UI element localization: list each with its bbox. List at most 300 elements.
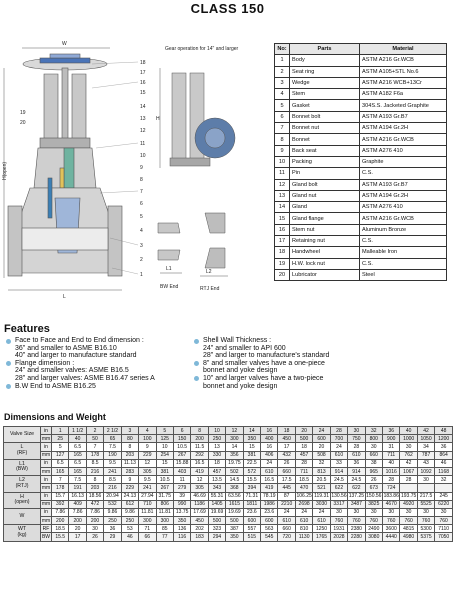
svg-text:8: 8 — [140, 177, 143, 183]
part-number: 17 — [275, 236, 290, 247]
value-mm: 610 — [348, 451, 365, 459]
feature-item: Flange dimension : — [6, 360, 196, 368]
part-material: ASTM A216 Gr.WCB — [360, 213, 447, 224]
value-in: 30 — [365, 443, 382, 451]
size-mm: 400 — [261, 435, 278, 443]
value-in: 4815 — [400, 525, 417, 533]
size-in: 1 1/2 — [69, 427, 86, 435]
value-in: 14.5 — [226, 476, 243, 484]
value-in: 18.5 — [52, 525, 69, 533]
value-in: 14 — [226, 443, 243, 451]
feature-item: Face to Face and End to End dimension : — [6, 337, 196, 345]
value-mm: 77 — [156, 533, 173, 541]
value-in: 6.5 — [52, 459, 69, 467]
value-mm: 610 — [330, 451, 347, 459]
dimension-row-in — [4, 508, 453, 516]
dimension-label: L2 (RTJ) — [4, 476, 41, 492]
feature-detail: 40" and larger to manufacture standard — [15, 352, 137, 360]
value-in: 20 — [313, 443, 330, 451]
part-material: ASTM A194 Gr.2H — [360, 123, 447, 134]
value-in: 563 — [261, 525, 278, 533]
unit-mm: BW — [41, 534, 51, 541]
value-in: 36 — [348, 459, 365, 467]
value-mm: 4440 — [383, 533, 400, 541]
size-mm: 100 — [139, 435, 156, 443]
value-mm: 254 — [156, 451, 173, 459]
parts-row — [275, 77, 447, 88]
parts-material-table — [274, 43, 447, 281]
value-in: 106.25 — [296, 493, 312, 500]
value-in: 660 — [278, 525, 295, 533]
value-mm: 200 — [52, 517, 69, 525]
value-in: 24 — [278, 508, 295, 516]
unit-mm: mm — [41, 452, 51, 459]
value-in: 18 — [208, 459, 225, 467]
value-mm: 622 — [330, 484, 347, 492]
value-mm: 502 — [226, 467, 243, 475]
value-mm: 165 — [69, 467, 86, 475]
value-in: 53 — [121, 525, 138, 533]
size-in: 28 — [330, 427, 347, 435]
value-mm: 500 — [226, 517, 243, 525]
part-number: 3 — [275, 77, 290, 88]
value-mm: 612 — [121, 500, 138, 508]
size-mm: 65 — [104, 435, 121, 443]
value-in: 6.5 — [69, 459, 86, 467]
dimension-row-mm — [4, 533, 453, 541]
value-mm: 720 — [278, 533, 295, 541]
value-in: 9.5 — [104, 459, 121, 467]
svg-text:10: 10 — [140, 153, 146, 159]
features-heading: Features — [4, 323, 50, 335]
value-mm: 394 — [243, 484, 260, 492]
value-in: 38 — [365, 459, 382, 467]
value-in: 11.81 — [156, 508, 173, 516]
part-name: Bonnet — [290, 134, 360, 145]
value-in: 7.86 — [52, 508, 69, 516]
value-mm: 470 — [295, 484, 312, 492]
dim-w-label: W — [62, 41, 67, 47]
value-mm: 600 — [261, 517, 278, 525]
value-mm: 2280 — [348, 533, 365, 541]
value-in: 2490 — [365, 525, 382, 533]
size-mm: 1200 — [435, 435, 453, 443]
unit-mm: mm — [41, 435, 51, 442]
value-in: 387 — [226, 525, 243, 533]
value-mm: 4920 — [400, 500, 417, 508]
parts-row — [275, 100, 447, 111]
value-in: 36 — [435, 443, 453, 451]
value-mm — [400, 484, 417, 492]
value-mm: 3030 — [313, 500, 330, 508]
value-in: 2380 — [348, 525, 365, 533]
part-number: 15 — [275, 213, 290, 224]
value-in: 30 — [365, 508, 382, 516]
value-mm: 600 — [243, 517, 260, 525]
value-mm: 760 — [417, 517, 434, 525]
part-name: Bonnet bolt — [290, 111, 360, 122]
size-mm: 500 — [295, 435, 312, 443]
value-mm: 472 — [86, 500, 103, 508]
part-number: 10 — [275, 156, 290, 167]
svg-text:19: 19 — [20, 110, 26, 116]
value-in: 46.69 — [191, 492, 208, 500]
value-mm: 760 — [383, 517, 400, 525]
value-mm: 419 — [261, 484, 278, 492]
value-in: 32 — [435, 476, 453, 484]
gear-operator-view — [170, 73, 235, 166]
size-in: 20 — [295, 427, 312, 435]
size-in: 42 — [417, 427, 434, 435]
unit-in: in — [41, 508, 52, 516]
value-in: 36 — [104, 525, 121, 533]
value-mm: 216 — [86, 467, 103, 475]
size-in: 8 — [191, 427, 208, 435]
value-mm: 445 — [278, 484, 295, 492]
part-material: ASTM A276 410 — [360, 145, 447, 156]
feature-detail: 24" and smaller valves: ASME B16.5 — [15, 367, 129, 375]
value-in: 557 — [243, 525, 260, 533]
value-in: 202 — [191, 525, 208, 533]
part-material: 304S.S. Jacketed Graphite — [360, 100, 447, 111]
value-mm: 1016 — [383, 467, 400, 475]
size-mm: 200 — [191, 435, 208, 443]
svg-text:9: 9 — [140, 165, 143, 171]
value-mm: 760 — [348, 517, 365, 525]
size-mm: 40 — [69, 435, 86, 443]
page-title: CLASS 150 — [190, 1, 265, 16]
value-mm: 1092 — [417, 467, 434, 475]
svg-text:11: 11 — [140, 141, 146, 147]
part-material: ASTM A216 WCB+13Cr — [360, 77, 447, 88]
bw-end-view — [158, 223, 180, 260]
parts-row — [275, 55, 447, 66]
parts-row — [275, 213, 447, 224]
value-mm: 350 — [173, 517, 190, 525]
value-mm: 267 — [156, 484, 173, 492]
unit-in: in — [41, 427, 52, 435]
part-number: 7 — [275, 123, 290, 134]
part-name: Seat ring — [290, 66, 360, 77]
svg-text:13: 13 — [140, 116, 146, 122]
value-in: 7.86 — [69, 508, 86, 516]
parts-row — [275, 66, 447, 77]
parts-row — [275, 269, 447, 280]
part-material: ASTM A276 410 — [360, 202, 447, 213]
size-in: 6 — [173, 427, 190, 435]
part-name: Gland nut — [290, 190, 360, 201]
value-in: 15 — [156, 459, 173, 467]
value-mm: 508 — [313, 451, 330, 459]
value-mm: 711 — [383, 451, 400, 459]
value-in: 20.94 — [104, 492, 121, 500]
value-in: 22.5 — [243, 459, 260, 467]
value-mm: 17 — [69, 533, 86, 541]
size-mm: 50 — [86, 435, 103, 443]
value-mm: 610 — [313, 517, 330, 525]
svg-text:6: 6 — [140, 201, 143, 207]
value-mm: 1986 — [261, 500, 278, 508]
dimension-label: WT (kg) — [4, 525, 41, 541]
part-name: Handwheel — [290, 247, 360, 258]
size-mm: 80 — [121, 435, 138, 443]
value-mm: 330 — [208, 451, 225, 459]
value-in: 10.5 — [173, 443, 190, 451]
parts-row — [275, 134, 447, 145]
size-mm: 1000 — [400, 435, 417, 443]
value-in: 19.69 — [226, 508, 243, 516]
value-in: 119.31 — [314, 493, 329, 500]
value-in: 15 — [243, 443, 260, 451]
svg-text:2: 2 — [140, 257, 143, 263]
part-number: 14 — [275, 202, 290, 213]
features-list-left — [6, 337, 196, 390]
value-mm: 368 — [226, 484, 243, 492]
svg-text:7: 7 — [140, 189, 143, 195]
value-in: 30 — [400, 508, 417, 516]
value-mm: 216 — [104, 484, 121, 492]
rtj-end-view — [205, 213, 225, 268]
part-number: 20 — [275, 269, 290, 280]
value-mm: 532 — [104, 500, 121, 508]
value-mm: 2028 — [330, 533, 347, 541]
value-mm: 1186 — [191, 500, 208, 508]
unit-mm: mm — [41, 501, 51, 508]
value-mm: 300 — [139, 517, 156, 525]
value-mm: 711 — [295, 467, 312, 475]
value-mm: 183 — [191, 533, 208, 541]
value-mm: 432 — [278, 451, 295, 459]
unit-mm: mm — [41, 484, 51, 491]
dimension-row-mm — [4, 500, 453, 508]
value-in: 9.86 — [121, 508, 138, 516]
size-mm: 1050 — [417, 435, 434, 443]
size-in: 5 — [156, 427, 173, 435]
value-in: 15.7 — [52, 492, 69, 500]
gear-operation-note: Gear operation for 14" and larger — [165, 46, 239, 52]
svg-text:20: 20 — [20, 120, 26, 126]
value-mm: 724 — [383, 484, 400, 492]
value-in: 17.69 — [191, 508, 208, 516]
value-mm: 3317 — [330, 500, 347, 508]
value-mm: 673 — [365, 484, 382, 492]
value-in: 26 — [278, 459, 295, 467]
value-in: 24.13 — [121, 492, 138, 500]
value-in: 8 — [121, 443, 138, 451]
value-mm: 3080 — [365, 533, 382, 541]
value-mm: 813 — [313, 467, 330, 475]
value-mm: 356 — [226, 451, 243, 459]
value-in: 32 — [313, 459, 330, 467]
part-name: Gland — [290, 202, 360, 213]
value-in: 26 — [365, 476, 382, 484]
feature-item: Shell Wall Thickness : — [194, 337, 444, 345]
value-mm: 1765 — [313, 533, 330, 541]
value-in: 28 — [348, 443, 365, 451]
value-mm: 294 — [208, 533, 225, 541]
size-in: 2 1/2 — [104, 427, 121, 435]
part-material: ASTM A182 F6a — [360, 89, 447, 100]
value-mm: 305 — [139, 467, 156, 475]
value-mm: 191 — [69, 484, 86, 492]
value-mm: 965 — [365, 467, 382, 475]
svg-text:4: 4 — [140, 228, 143, 234]
value-in: 24.5 — [330, 476, 347, 484]
bw-end-label: BW End — [160, 284, 179, 290]
size-mm: 750 — [348, 435, 365, 443]
value-mm: 165 — [69, 451, 86, 459]
value-in: 15.5 — [243, 476, 260, 484]
svg-text:12: 12 — [140, 128, 146, 134]
feature-detail: bonnet and yoke design — [203, 382, 278, 390]
value-mm: 7050 — [435, 533, 453, 541]
part-name: Stem — [290, 89, 360, 100]
value-mm: 116 — [173, 533, 190, 541]
value-in: 30 — [383, 508, 400, 516]
value-mm: 5525 — [417, 500, 434, 508]
size-in: 3 — [121, 427, 138, 435]
unit-in: in — [41, 492, 52, 500]
feature-detail: 24" and smaller to API 600 — [203, 344, 286, 352]
value-mm: 3487 — [348, 500, 365, 508]
value-in: 33 — [330, 459, 347, 467]
value-in: 323 — [208, 525, 225, 533]
features-list-right — [194, 337, 444, 390]
value-in: 183.86 — [383, 493, 399, 500]
svg-text:17: 17 — [140, 70, 146, 76]
part-name: Lubricator — [290, 269, 360, 280]
part-material: ASTM A216 Gr.WCB — [360, 134, 447, 145]
dim-h-open-label: H(open) — [2, 161, 8, 180]
part-name: Gland flange — [290, 213, 360, 224]
value-in: 8.5 — [104, 476, 121, 484]
value-mm: 457 — [295, 451, 312, 459]
part-name: Stem nut — [290, 224, 360, 235]
value-in: 137.25 — [348, 493, 365, 500]
value-in: 1931 — [330, 525, 347, 533]
header-material: Material — [360, 44, 447, 55]
value-mm: 300 — [156, 517, 173, 525]
value-in: 16.5 — [261, 476, 278, 484]
part-material: ASTM A193 Gr.B7 — [360, 179, 447, 190]
value-in: 18.5 — [295, 476, 312, 484]
value-mm: 515 — [243, 533, 260, 541]
part-name: Gasket — [290, 100, 360, 111]
value-mm: 350 — [226, 533, 243, 541]
dimension-row-mm — [4, 451, 453, 459]
size-in: 24 — [313, 427, 330, 435]
dimension-row-in — [4, 443, 453, 451]
value-in: 30 — [330, 508, 347, 516]
svg-text:1: 1 — [140, 272, 143, 278]
size-in: 4 — [139, 427, 156, 435]
unit-in: in — [41, 476, 52, 484]
value-in: 28 — [295, 459, 312, 467]
dim-l2-label: L2 — [206, 269, 212, 275]
value-in: 9 — [121, 476, 138, 484]
value-mm: 4980 — [400, 533, 417, 541]
parts-row — [275, 202, 447, 213]
svg-text:14: 14 — [140, 104, 146, 110]
parts-row — [275, 247, 447, 258]
svg-text:16: 16 — [140, 80, 146, 86]
value-in: 27.94 — [139, 492, 156, 500]
size-in: 30 — [348, 427, 365, 435]
size-in: 14 — [243, 427, 260, 435]
value-mm: 241 — [104, 467, 121, 475]
value-mm — [435, 484, 453, 492]
value-in: 9.5 — [139, 476, 156, 484]
value-mm: 203 — [86, 484, 103, 492]
value-in: 11.5 — [191, 443, 208, 451]
value-mm: 806 — [156, 500, 173, 508]
unit-in: in — [41, 443, 52, 451]
size-in: 16 — [261, 427, 278, 435]
value-mm: 279 — [173, 484, 190, 492]
value-mm: 914 — [330, 467, 347, 475]
size-in: 32 — [365, 427, 382, 435]
value-mm: 381 — [243, 451, 260, 459]
part-number: 18 — [275, 247, 290, 258]
value-mm: 250 — [121, 517, 138, 525]
parts-table-header — [275, 44, 447, 55]
value-in: 78.19 — [261, 492, 278, 500]
svg-text:3: 3 — [140, 243, 143, 249]
part-name: Packing — [290, 156, 360, 167]
parts-row — [275, 156, 447, 167]
value-in: 13.75 — [173, 508, 190, 516]
part-number: 13 — [275, 190, 290, 201]
value-mm: 1405 — [208, 500, 225, 508]
value-in: 43 — [417, 459, 434, 467]
value-mm: 229 — [139, 451, 156, 459]
value-in: 30 — [348, 508, 365, 516]
value-in: 24 — [295, 508, 312, 516]
value-mm: 178 — [86, 451, 103, 459]
dimension-label: L (RF) — [4, 443, 41, 459]
size-row-in — [4, 427, 453, 435]
parts-row — [275, 179, 447, 190]
dimension-row-mm — [4, 484, 453, 492]
value-mm: 1067 — [400, 467, 417, 475]
part-name: Bonnet nut — [290, 123, 360, 134]
value-mm: 545 — [261, 533, 278, 541]
dimension-row-in — [4, 459, 453, 467]
size-mm: 125 — [156, 435, 173, 443]
part-number: 2 — [275, 66, 290, 77]
valve-section-view — [8, 54, 122, 276]
parts-row — [275, 224, 447, 235]
value-mm: 610 — [278, 517, 295, 525]
value-mm: 381 — [156, 467, 173, 475]
value-mm: 1615 — [226, 500, 243, 508]
feature-detail: 28" and larger valves: ASME B16.47 series A — [15, 374, 155, 382]
part-material: ASTM A193 Gr.B7 — [360, 111, 447, 122]
value-in: 46 — [435, 459, 453, 467]
value-in: 5 — [52, 443, 69, 451]
value-mm: 229 — [121, 484, 138, 492]
value-in: 17.5 — [278, 476, 295, 484]
svg-text:15: 15 — [140, 90, 146, 96]
size-mm: 150 — [173, 435, 190, 443]
part-name: H.W. lock nut — [290, 258, 360, 269]
value-mm: 241 — [139, 484, 156, 492]
size-mm: 900 — [383, 435, 400, 443]
dimension-row-mm — [4, 517, 453, 525]
value-mm: 127 — [52, 451, 69, 459]
header-parts: Parts — [290, 44, 360, 55]
size-mm: 600 — [313, 435, 330, 443]
